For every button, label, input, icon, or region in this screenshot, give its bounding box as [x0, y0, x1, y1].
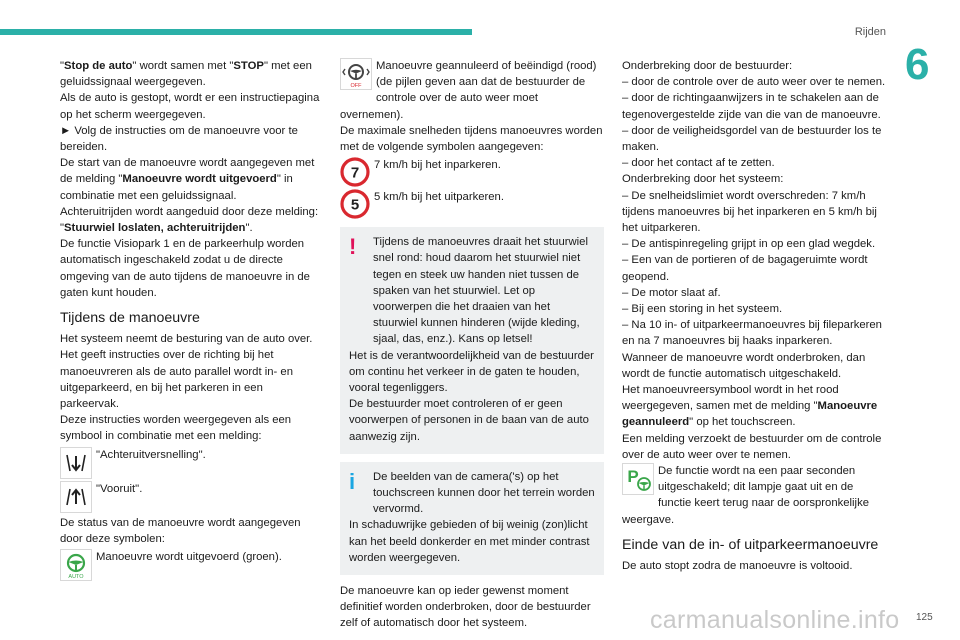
column-1 — [60, 58, 322, 583]
paragraph: De manoeuvre kan op ieder gewenst moment definitief worden onderbroken, door de bestuurder zelf of automatisch door het systeem. — [340, 585, 591, 630]
paragraph: "Stop de auto" wordt samen met "STOP" met een geluidssignaal weergegeven. — [60, 60, 312, 89]
icon-description: Manoeuvre wordt uitgevoerd (groen). — [96, 551, 282, 564]
svg-text:7: 7 — [350, 164, 360, 182]
list-item: – door de richtingaanwijzers in te schakelen aan de tegenovergestelde zijde van die van de manoeuvre. — [622, 92, 881, 121]
icon-description: "Achteruitversnelling". — [96, 448, 206, 461]
icon-row — [60, 447, 322, 479]
watermark: carmanualsonline.info — [650, 606, 900, 634]
info-box: i De beelden van de camera('s) op het touchscreen kunnen door het terrein worden vervormd. In schaduwrijke gebieden of bij weinig (zon)licht kan het beeld donkerder en met minder contrast worden weergegeven. — [340, 462, 604, 575]
paragraph: Het manoeuvreersymbool wordt in het rood weergegeven, samen met de melding "Manoeuvre geannuleerd" op het touchscreen. — [622, 384, 878, 429]
forward-arrows-icon — [60, 481, 92, 513]
paragraph: De status van de manoeuvre wordt aangegeven door deze symbolen: — [60, 516, 301, 545]
list-item: – door de veiligheidsgordel van de bestuurder los te maken. — [622, 124, 882, 154]
paragraph: Achteruitrijden wordt aangeduid door deze melding: "Stuurwiel loslaten, achteruitrijden". — [60, 205, 319, 235]
speed-row: 5 5 km/h bij het uitparkeren. — [340, 189, 604, 219]
paragraph: De functie Visiopark 1 en de parkeerhulp worden automatisch ingeschakeld zodat u de directe omgeving van de auto tijdens de manoeuvre in de gaten kunt houden. — [60, 238, 310, 299]
list-item: – De antispinregeling grijpt in op een glad wegdek. — [622, 238, 876, 251]
list-item: – door het contact af te zetten. — [622, 157, 775, 170]
speed-limit-7-icon — [340, 157, 370, 187]
paragraph: Het systeem neemt de besturing van de auto over. Het geeft instructies over de richting bij het manoeuvreren als de auto parallel wordt in- en uitgeparkeerd, en bij het parkeren in een parkeervak. — [60, 333, 313, 411]
icon-paragraph: P De functie wordt na een paar seconden uitgeschakeld; dit lampje gaat uit en de functie keert terug naar de oorspronkelijke weergave. — [622, 465, 869, 526]
list-item: – De motor slaat af. — [622, 286, 721, 299]
paragraph: De start van de manoeuvre wordt aangegeven met de melding "Manoeuvre wordt uitgevoerd" in combinatie met een geluidssignaal. — [60, 157, 315, 202]
svg-text:OFF: OFF — [350, 83, 362, 88]
icon-paragraph: OFF Manoeuvre geannuleerd of beëindigd (rood) (de pijlen geven aan dat de bestuurder de controle over de auto weer moet overnemen). — [340, 60, 597, 121]
list-item: – Een van de portieren of de bagageruimte wordt geopend. — [622, 254, 868, 283]
section-heading: Tijdens de manoeuvre — [60, 310, 200, 327]
page-number: 125 — [916, 612, 933, 623]
svg-text:AUTO: AUTO — [68, 574, 84, 580]
speed-limit-5-icon — [340, 189, 370, 219]
paragraph: Wanneer de manoeuvre wordt onderbroken, dan wordt de functie automatisch uitgeschakeld. — [622, 351, 866, 380]
paragraph: De auto stopt zodra de manoeuvre is voltooid. — [622, 560, 853, 573]
paragraph: Een melding verzoekt de bestuurder om de controle over de auto weer over te nemen. — [622, 432, 882, 461]
column-2 — [340, 58, 604, 632]
instruction-step: ► Volg de instructies om de manoeuvre voor te bereiden. — [60, 124, 298, 154]
column-3 — [622, 58, 888, 574]
svg-text:P: P — [627, 467, 639, 487]
speed-row: 7 7 km/h bij het inparkeren. — [340, 157, 604, 187]
reverse-arrows-icon — [60, 447, 92, 479]
paragraph: De maximale snelheden tijdens manoeuvres worden met de volgende symbolen aangegeven: — [340, 124, 603, 154]
parking-assist-icon — [622, 463, 654, 495]
header-accent-bar — [0, 29, 472, 35]
section-heading: Einde van de in- of uitparkeermanoeuvre — [622, 536, 879, 553]
icon-row — [60, 549, 322, 581]
paragraph: Als de auto is gestopt, wordt er een instructiepagina op het scherm weergegeven. — [60, 92, 320, 121]
icon-row — [60, 481, 322, 513]
list-item: – Na 10 in- of uitparkeermanoeuvres bij fileparkeren en na 7 manoeuvres bij haaks inparkeren. — [622, 319, 882, 348]
chapter-number: 6 — [905, 40, 930, 89]
section-title: Rijden — [854, 26, 886, 38]
paragraph: Deze instructies worden weergegeven als een symbool in combinatie met een melding: — [60, 414, 292, 443]
svg-text:5: 5 — [350, 196, 360, 214]
list-item: – door de controle over de auto weer over te nemen. — [622, 76, 886, 89]
list-item: – Bij een storing in het systeem. — [622, 303, 783, 316]
steering-wheel-off-icon — [340, 58, 372, 90]
paragraph: Onderbreking door het systeem: — [622, 173, 784, 186]
list-item: – De snelheidslimiet wordt overschreden: 7 km/h tijdens manoeuvres bij het inparkeren en 5 km/h bij het uitparkeren. — [622, 189, 877, 235]
paragraph: Onderbreking door de bestuurder: — [622, 60, 793, 72]
icon-description: "Vooruit". — [96, 482, 143, 495]
steering-wheel-auto-icon — [60, 549, 92, 581]
info-icon: i — [349, 468, 356, 494]
warning-icon: ! — [349, 234, 357, 260]
warning-box: ! Tijdens de manoeuvres draait het stuurwiel snel rond: houd daarom het stuurwiel niet tegen en steek uw handen niet tussen de spaken van het stuurwiel. Let op voorwerpen die het draaien van het stuurwiel kunnen hinderen (wijde kleding, sjaal, das, enz.). Kans op letsel! Het is de verantwoordelijkheid van de bestuurder om continu het verkeer in de gaten te houden, vooral tegenliggers. De bestuurder moet controleren of er geen voorwerpen of personen in de baan van de auto aanwezig zijn. — [340, 227, 604, 454]
